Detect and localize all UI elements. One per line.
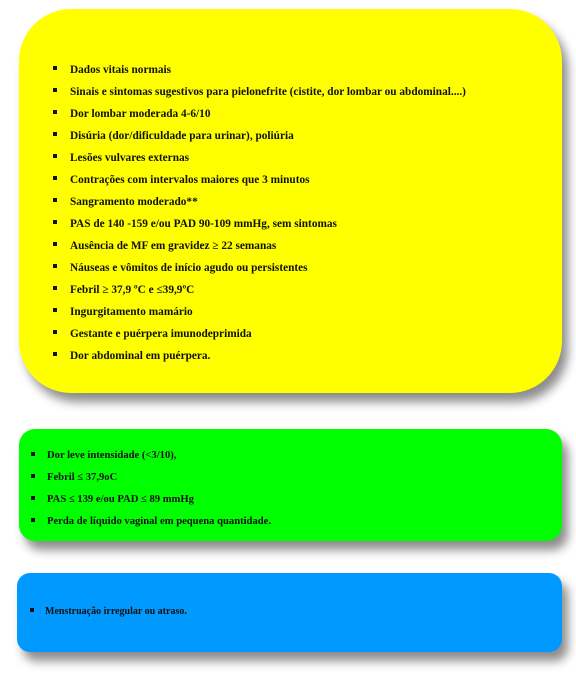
list-item <box>53 125 466 147</box>
list-item <box>53 301 466 323</box>
list-item <box>31 511 271 533</box>
green-priority-card <box>19 429 562 541</box>
list-item-text: Febril ≥ 37,9 ºC e ≤39,9ºC <box>70 284 195 296</box>
list-item-text: Ausência de MF em gravidez ≥ 22 semanas <box>70 240 277 252</box>
list-item-text: Menstruação irregular ou atraso. <box>45 606 187 617</box>
list-item <box>53 323 466 345</box>
square-bullet-icon <box>53 88 57 92</box>
list-item <box>53 257 466 279</box>
list-item-text: Contrações com intervalos maiores que 3 minutos <box>70 174 310 186</box>
green-criteria-list <box>31 445 271 533</box>
list-item-text: Dor leve intensidade (<3/10), <box>47 450 177 461</box>
square-bullet-icon <box>30 608 34 612</box>
list-item <box>53 81 466 103</box>
square-bullet-icon <box>53 110 57 114</box>
square-bullet-icon <box>53 352 57 356</box>
blue-criteria-list <box>30 602 187 622</box>
list-item <box>53 235 466 257</box>
yellow-criteria-list <box>53 59 466 367</box>
list-item <box>31 467 271 489</box>
square-bullet-icon <box>53 242 57 246</box>
square-bullet-icon <box>31 496 35 500</box>
square-bullet-icon <box>53 286 57 290</box>
list-item <box>53 59 466 81</box>
list-item-text: Náuseas e vômitos de início agudo ou persistentes <box>70 262 308 274</box>
list-item <box>31 445 271 467</box>
yellow-priority-card <box>19 9 562 393</box>
square-bullet-icon <box>31 474 35 478</box>
list-item-text: Sangramento moderado** <box>70 196 198 208</box>
list-item-text: Febril ≤ 37,9oC <box>47 472 118 483</box>
list-item-text: PAS ≤ 139 e/ou PAD ≤ 89 mmHg <box>47 494 194 505</box>
list-item-text: Perda de líquido vaginal em pequena quantidade. <box>47 516 271 527</box>
square-bullet-icon <box>53 154 57 158</box>
list-item <box>53 103 466 125</box>
list-item-text: Ingurgitamento mamário <box>70 306 193 318</box>
list-item-text: Dor lombar moderada 4-6/10 <box>70 108 211 120</box>
list-item <box>53 191 466 213</box>
blue-priority-card <box>17 573 562 652</box>
square-bullet-icon <box>53 132 57 136</box>
square-bullet-icon <box>53 330 57 334</box>
list-item <box>53 169 466 191</box>
square-bullet-icon <box>53 308 57 312</box>
list-item-text: Dados vitais normais <box>70 64 172 76</box>
list-item <box>53 345 466 367</box>
list-item-text: Disúria (dor/dificuldade para urinar), poliúria <box>70 130 294 142</box>
square-bullet-icon <box>31 452 35 456</box>
list-item <box>53 213 466 235</box>
list-item <box>53 279 466 301</box>
list-item <box>53 147 466 169</box>
list-item-text: PAS de 140 -159 e/ou PAD 90-109 mmHg, sem sintomas <box>70 218 337 230</box>
list-item-text: Sinais e sintomas sugestivos para pielonefrite (cistite, dor lombar ou abdominal....) <box>70 86 466 98</box>
list-item <box>30 602 187 622</box>
list-item <box>31 489 271 511</box>
square-bullet-icon <box>53 176 57 180</box>
square-bullet-icon <box>53 264 57 268</box>
square-bullet-icon <box>53 220 57 224</box>
list-item-text: Lesões vulvares externas <box>70 152 190 164</box>
list-item-text: Dor abdominal em puérpera. <box>70 350 211 362</box>
square-bullet-icon <box>31 518 35 522</box>
square-bullet-icon <box>53 198 57 202</box>
square-bullet-icon <box>53 66 57 70</box>
list-item-text: Gestante e puérpera imunodeprimida <box>70 328 252 340</box>
